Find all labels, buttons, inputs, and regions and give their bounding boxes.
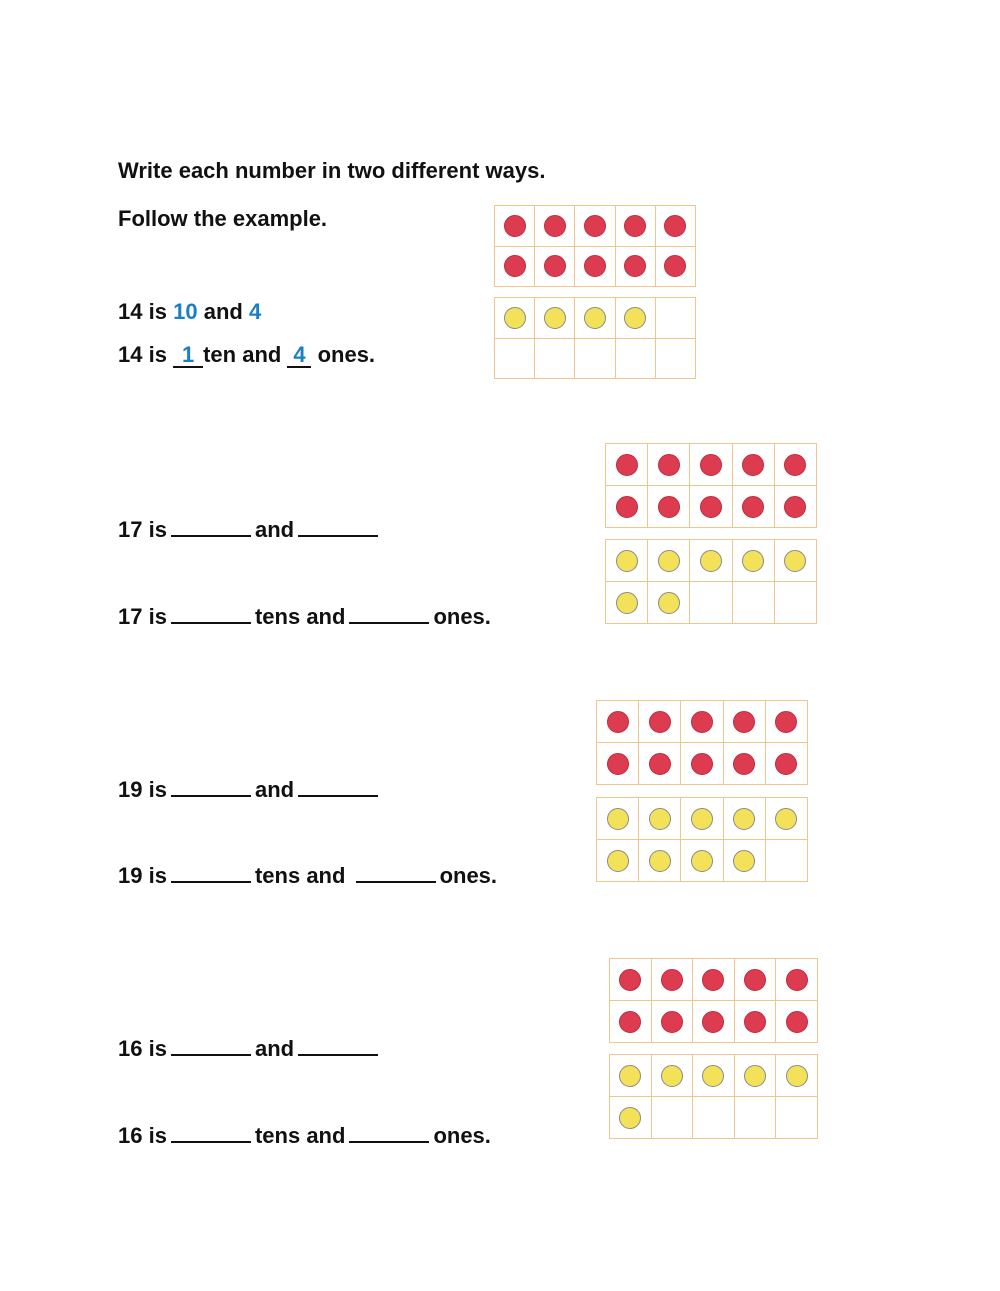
ten-frame-cell <box>681 840 723 882</box>
ten-frame-cell <box>575 298 615 339</box>
red-counter-dot <box>616 496 638 518</box>
ten-frame-cell <box>535 206 575 247</box>
ten-frame-cell <box>648 486 690 528</box>
ten-frame-cell <box>535 298 575 339</box>
yellow-counter-dot <box>733 850 755 872</box>
red-counter-dot <box>504 215 526 237</box>
example-line-1: 14 is 10 and 4 <box>118 299 262 324</box>
answer-blank[interactable] <box>349 602 429 624</box>
ten-frame-cell <box>775 582 817 624</box>
ten-frame-cell <box>652 959 694 1001</box>
red-counter-dot <box>786 1011 808 1033</box>
ten-frame-cell <box>597 840 639 882</box>
red-counter-dot <box>661 969 683 991</box>
yellow-counter-dot <box>607 850 629 872</box>
red-counter-dot <box>702 1011 724 1033</box>
ten-frame-ones <box>609 1054 818 1139</box>
ten-frame-cell <box>535 339 575 380</box>
ten-frame-cell <box>648 444 690 486</box>
ten-frame-cell <box>652 1055 694 1097</box>
red-counter-dot <box>544 215 566 237</box>
yellow-counter-dot <box>661 1065 683 1087</box>
problem-19-line-1: 19 is and <box>118 775 382 803</box>
ten-frame-cell <box>733 582 775 624</box>
ten-frame-cell <box>648 582 690 624</box>
problem-number: 16 <box>118 1036 143 1061</box>
ten-frame-cell <box>610 1097 652 1139</box>
ten-frame-cell <box>735 1097 777 1139</box>
ten-frame-cell <box>690 582 732 624</box>
ten-frame-cell <box>766 701 808 743</box>
ten-frame-cell <box>606 540 648 582</box>
ten-frame-cell <box>775 486 817 528</box>
ten-frame-tens <box>596 700 808 785</box>
ten-frame-cell <box>616 247 656 288</box>
yellow-counter-dot <box>544 307 566 329</box>
problem-number: 17 <box>118 517 143 542</box>
ten-frame-cell <box>616 339 656 380</box>
yellow-counter-dot <box>744 1065 766 1087</box>
yellow-counter-dot <box>619 1107 641 1129</box>
problem-19-line-2: 19 is tens and ones. <box>118 863 498 888</box>
ten-frame-cell <box>733 486 775 528</box>
ten-frame-cell <box>724 798 766 840</box>
ten-frame-cell <box>693 1001 735 1043</box>
example-number: 14 <box>118 299 143 324</box>
yellow-counter-dot <box>616 592 638 614</box>
answer-blank[interactable] <box>171 775 251 797</box>
red-counter-dot <box>744 1011 766 1033</box>
ten-frame-cell <box>733 444 775 486</box>
red-counter-dot <box>702 969 724 991</box>
red-counter-dot <box>691 753 713 775</box>
ten-frame-cell <box>495 339 535 380</box>
yellow-counter-dot <box>624 307 646 329</box>
yellow-counter-dot <box>786 1065 808 1087</box>
example-line-2: 14 is 1 ten and 4 ones. <box>118 342 376 367</box>
ten-frame-cell <box>681 798 723 840</box>
ten-frame-cell <box>575 206 615 247</box>
ten-frame-cell <box>652 1001 694 1043</box>
red-counter-dot <box>700 454 722 476</box>
ten-frame-cell <box>690 486 732 528</box>
red-counter-dot <box>619 969 641 991</box>
answer-blank[interactable] <box>298 1034 378 1056</box>
red-counter-dot <box>624 255 646 277</box>
ten-frame-cell <box>495 298 535 339</box>
red-counter-dot <box>544 255 566 277</box>
ten-frame-tens <box>605 443 817 528</box>
ten-frame-cell <box>775 540 817 582</box>
yellow-counter-dot <box>658 550 680 572</box>
ten-frame-cell <box>693 1055 735 1097</box>
ten-frame-ones <box>596 797 808 882</box>
ten-frame-cell <box>639 840 681 882</box>
ten-frame-cell <box>639 743 681 785</box>
ten-frame-cell <box>610 959 652 1001</box>
ten-frame-cell <box>681 743 723 785</box>
yellow-counter-dot <box>691 808 713 830</box>
ten-frame-cell <box>606 444 648 486</box>
ten-frame-cell <box>656 247 696 288</box>
red-counter-dot <box>658 496 680 518</box>
yellow-counter-dot <box>504 307 526 329</box>
red-counter-dot <box>664 255 686 277</box>
ten-frame-cell <box>639 798 681 840</box>
yellow-counter-dot <box>607 808 629 830</box>
answer-blank[interactable] <box>298 775 378 797</box>
answer-blank[interactable] <box>171 861 251 883</box>
ten-frame-cell <box>693 1097 735 1139</box>
ten-frame-ones <box>494 297 696 379</box>
ten-frame-cell <box>597 798 639 840</box>
red-counter-dot <box>733 711 755 733</box>
ten-frame-cell <box>495 247 535 288</box>
red-counter-dot <box>619 1011 641 1033</box>
yellow-counter-dot <box>700 550 722 572</box>
red-counter-dot <box>584 255 606 277</box>
ten-frame-cell <box>735 959 777 1001</box>
ten-frame-ones <box>605 539 817 624</box>
yellow-counter-dot <box>584 307 606 329</box>
ten-frame-cell <box>575 339 615 380</box>
answer-blank[interactable] <box>171 602 251 624</box>
ten-frame-cell <box>606 486 648 528</box>
yellow-counter-dot <box>649 850 671 872</box>
red-counter-dot <box>744 969 766 991</box>
ten-frame-cell <box>656 298 696 339</box>
ten-frame-cell <box>575 247 615 288</box>
red-counter-dot <box>649 711 671 733</box>
ten-frame-cell <box>652 1097 694 1139</box>
ten-frame-cell <box>733 540 775 582</box>
yellow-counter-dot <box>619 1065 641 1087</box>
ten-frame-cell <box>656 339 696 380</box>
ten-frame-cell <box>610 1055 652 1097</box>
ten-frame-cell <box>766 840 808 882</box>
ten-frame-cell <box>724 701 766 743</box>
answer-blank[interactable] <box>298 515 378 537</box>
ten-frame-cell <box>735 1001 777 1043</box>
example-tens-value: 10 <box>173 299 198 324</box>
red-counter-dot <box>775 753 797 775</box>
example-ones-digit: 4 <box>287 344 311 368</box>
red-counter-dot <box>733 753 755 775</box>
yellow-counter-dot <box>691 850 713 872</box>
red-counter-dot <box>742 496 764 518</box>
problem-number: 19 <box>118 777 143 802</box>
red-counter-dot <box>616 454 638 476</box>
ten-frame-cell <box>495 206 535 247</box>
ten-frame-cell <box>766 743 808 785</box>
yellow-counter-dot <box>649 808 671 830</box>
yellow-counter-dot <box>784 550 806 572</box>
ten-frame-cell <box>656 206 696 247</box>
yellow-counter-dot <box>616 550 638 572</box>
problem-17-line-1: 17 is and <box>118 515 382 543</box>
example-tens-digit: 1 <box>173 344 203 368</box>
answer-blank[interactable] <box>356 861 436 883</box>
ten-frame-cell <box>690 540 732 582</box>
ten-frame-cell <box>535 247 575 288</box>
red-counter-dot <box>664 215 686 237</box>
instruction-title: Write each number in two different ways. <box>118 158 546 183</box>
ten-frame-cell <box>724 840 766 882</box>
ten-frame-cell <box>616 206 656 247</box>
yellow-counter-dot <box>658 592 680 614</box>
problem-17-line-2: 17 is tens and ones. <box>118 604 491 629</box>
answer-blank[interactable] <box>171 515 251 537</box>
red-counter-dot <box>584 215 606 237</box>
ten-frame-tens <box>609 958 818 1043</box>
red-counter-dot <box>691 711 713 733</box>
yellow-counter-dot <box>702 1065 724 1087</box>
ten-frame-cell <box>693 959 735 1001</box>
ten-frame-cell <box>616 298 656 339</box>
ten-frame-cell <box>775 444 817 486</box>
ten-frame-cell <box>776 1001 818 1043</box>
ten-frame-cell <box>735 1055 777 1097</box>
problem-16-line-2: 16 is tens and ones. <box>118 1123 491 1148</box>
red-counter-dot <box>784 496 806 518</box>
yellow-counter-dot <box>742 550 764 572</box>
yellow-counter-dot <box>733 808 755 830</box>
ten-frame-cell <box>766 798 808 840</box>
instruction-subtitle: Follow the example. <box>118 206 328 231</box>
ten-frame-cell <box>610 1001 652 1043</box>
ten-frame-cell <box>681 701 723 743</box>
problem-16-line-1: 16 is and <box>118 1034 382 1062</box>
ten-frame-cell <box>724 743 766 785</box>
red-counter-dot <box>700 496 722 518</box>
red-counter-dot <box>607 753 629 775</box>
ten-frame-cell <box>597 743 639 785</box>
red-counter-dot <box>742 454 764 476</box>
ten-frame-cell <box>597 701 639 743</box>
answer-blank[interactable] <box>171 1121 251 1143</box>
ten-frame-cell <box>776 1097 818 1139</box>
ten-frame-cell <box>606 582 648 624</box>
red-counter-dot <box>504 255 526 277</box>
yellow-counter-dot <box>775 808 797 830</box>
red-counter-dot <box>661 1011 683 1033</box>
example-ones-value: 4 <box>248 299 262 324</box>
red-counter-dot <box>658 454 680 476</box>
ten-frame-cell <box>690 444 732 486</box>
answer-blank[interactable] <box>171 1034 251 1056</box>
red-counter-dot <box>624 215 646 237</box>
red-counter-dot <box>607 711 629 733</box>
answer-blank[interactable] <box>349 1121 429 1143</box>
red-counter-dot <box>649 753 671 775</box>
red-counter-dot <box>786 969 808 991</box>
ten-frame-cell <box>639 701 681 743</box>
red-counter-dot <box>784 454 806 476</box>
ten-frame-cell <box>776 959 818 1001</box>
ten-frame-cell <box>776 1055 818 1097</box>
red-counter-dot <box>775 711 797 733</box>
ten-frame-tens <box>494 205 696 287</box>
ten-frame-cell <box>648 540 690 582</box>
